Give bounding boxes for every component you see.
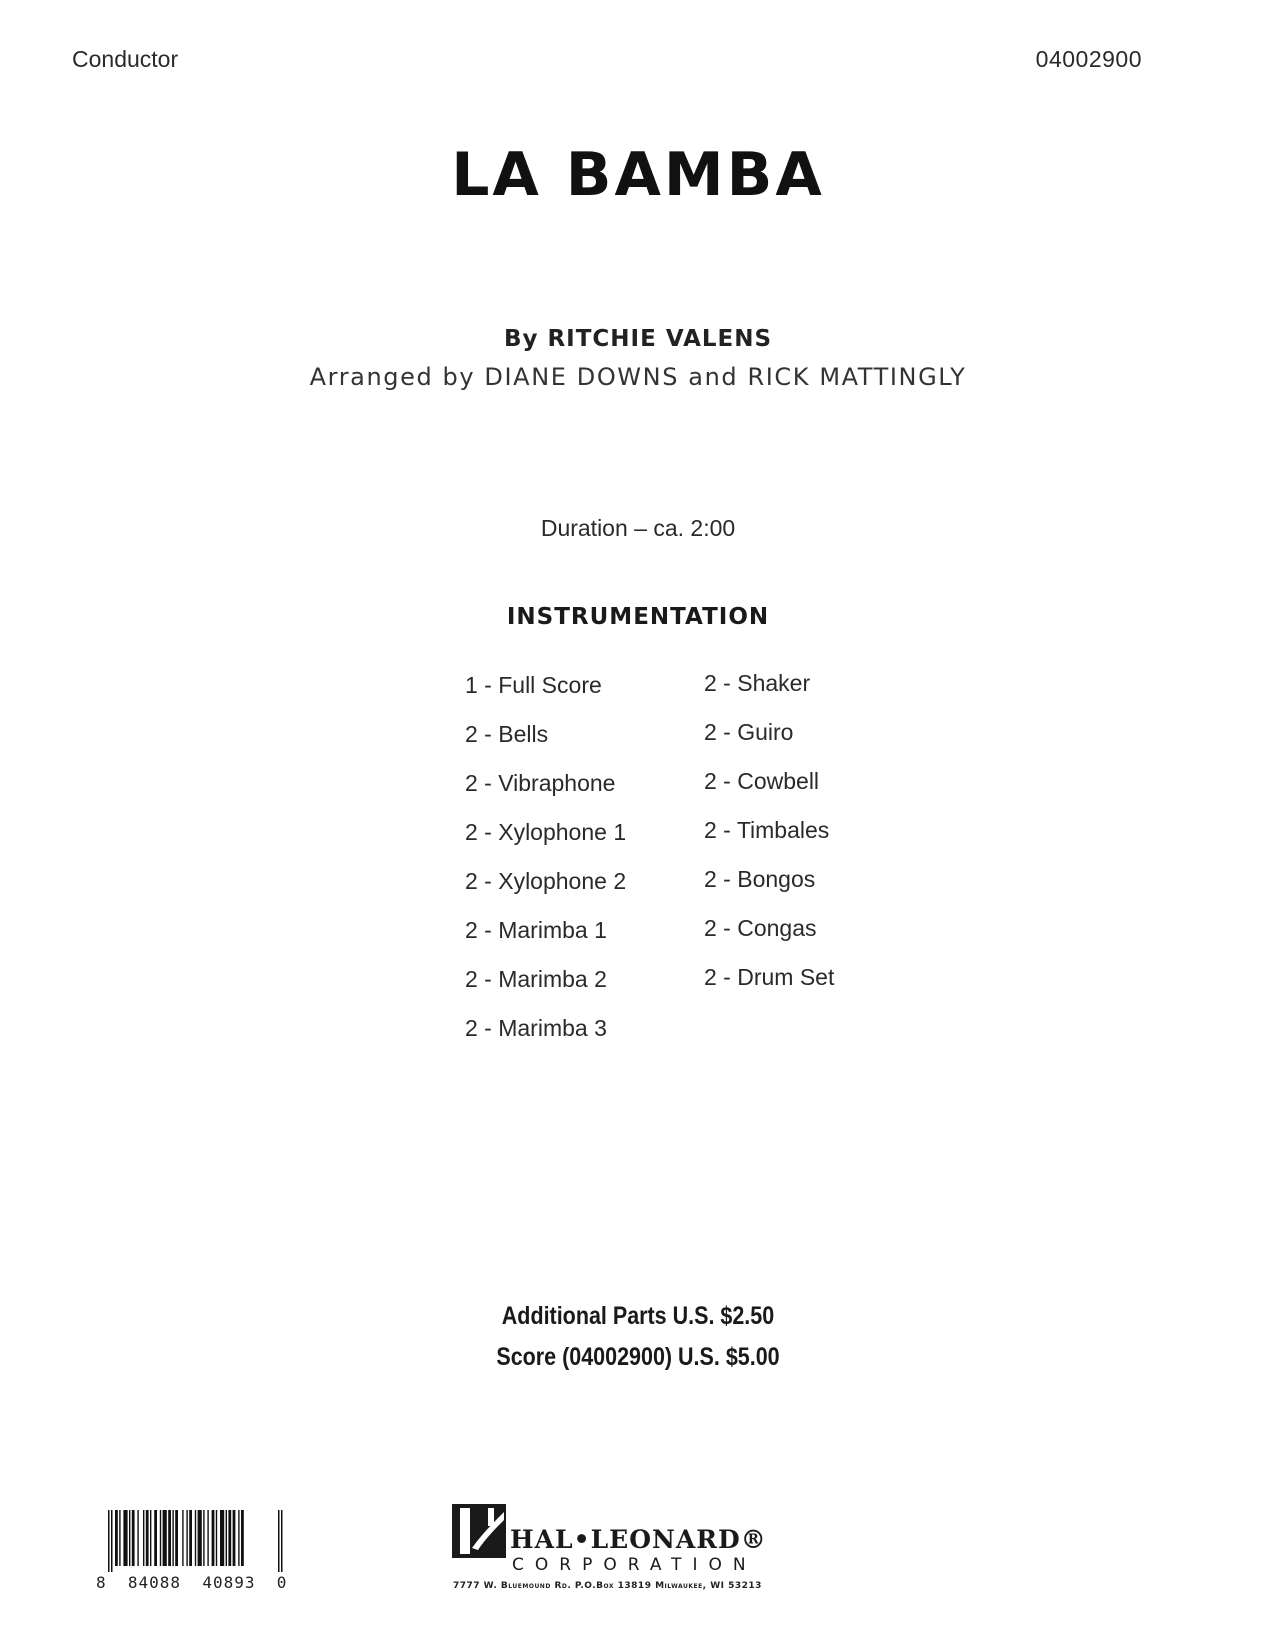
instrument-item: 2 - Timbales [704, 817, 830, 843]
barcode-bar [143, 1510, 144, 1566]
barcode-bar [163, 1510, 167, 1566]
catalog-number: 04002900 [1035, 46, 1142, 72]
instrument-item: 2 - Xylophone 2 [465, 868, 627, 894]
barcode-bar [154, 1510, 157, 1566]
publisher-corporation: CORPORATION [512, 1555, 757, 1575]
instrumentation-left-column [465, 672, 626, 1064]
publisher-name: HAL•LEONARD® [510, 1525, 767, 1554]
composer-byline: By RITCHIE VALENS [503, 326, 773, 352]
barcode-bar [195, 1510, 196, 1566]
barcode-digits: 8 84088 40893 0 [96, 1573, 288, 1592]
barcode-bar [186, 1510, 187, 1566]
instrument-item: 2 - Shaker [704, 670, 811, 696]
barcode-bar [123, 1510, 127, 1566]
additional-parts-price: Additional Parts U.S. $2.50 [501, 1302, 775, 1330]
instrument-item: 2 - Bongos [704, 866, 816, 892]
barcode-bar [212, 1510, 215, 1566]
instrumentation-heading: INSTRUMENTATION [506, 604, 770, 630]
instrument-item: 2 - Xylophone 1 [465, 819, 627, 845]
barcode-bar [226, 1510, 227, 1566]
score-price: Score (04002900) U.S. $5.00 [496, 1343, 780, 1371]
page-title: LA BAMBA [451, 140, 825, 210]
barcode-bar [146, 1510, 149, 1566]
instrument-item: 1 - Full Score [465, 672, 602, 698]
barcode-guard-bar [281, 1510, 283, 1572]
barcode-guard-bar [111, 1510, 113, 1572]
instrument-item: 2 - Marimba 2 [465, 966, 607, 992]
instrument-item: 2 - Bells [465, 721, 549, 747]
barcode-bar [220, 1510, 224, 1566]
barcode-bar [119, 1510, 120, 1566]
barcode-bar [241, 1510, 244, 1566]
barcode-bar [115, 1510, 118, 1566]
barcode-bar [233, 1510, 236, 1566]
instrument-item: 2 - Congas [704, 915, 817, 941]
barcode-bar [137, 1510, 138, 1566]
instrument-item: 2 - Vibraphone [465, 770, 616, 796]
barcode-bar [216, 1510, 217, 1566]
instrumentation-right-column [704, 670, 834, 1013]
barcode-bar [238, 1510, 239, 1566]
publisher-address: 7777 W. Bluemound Rd. P.O.Box 13819 Milwaukee, WI 53213 [453, 1581, 762, 1591]
barcode-guard-bar [108, 1510, 110, 1572]
barcode-bar [129, 1510, 130, 1566]
part-label: Conductor [72, 46, 179, 72]
instrument-item: 2 - Guiro [704, 719, 794, 745]
instrument-item: 2 - Marimba 1 [465, 917, 607, 943]
instrument-item: 2 - Marimba 3 [465, 1015, 607, 1041]
barcode-bar [168, 1510, 171, 1566]
duration-text: Duration – ca. 2:00 [540, 515, 736, 541]
barcode-bar [228, 1510, 231, 1566]
barcode-guard-bar [278, 1510, 280, 1572]
barcode-bar [132, 1510, 135, 1566]
barcode-bar [182, 1510, 183, 1566]
barcode-bar [198, 1510, 202, 1566]
barcode-bar [150, 1510, 151, 1566]
barcode-bar [203, 1510, 204, 1566]
barcode-bar [175, 1510, 178, 1566]
barcode [108, 1510, 284, 1572]
barcode-bar [189, 1510, 192, 1566]
hal-leonard-logo-icon [452, 1504, 506, 1558]
instrument-item: 2 - Drum Set [704, 964, 835, 990]
barcode-bar [160, 1510, 161, 1566]
price-block [89, 1296, 1186, 1378]
barcode-bar [172, 1510, 173, 1566]
arranger-credit: Arranged by DIANE DOWNS and RICK MATTINGLY [309, 363, 967, 391]
barcode-bar [207, 1510, 208, 1566]
instrument-item: 2 - Cowbell [704, 768, 820, 794]
